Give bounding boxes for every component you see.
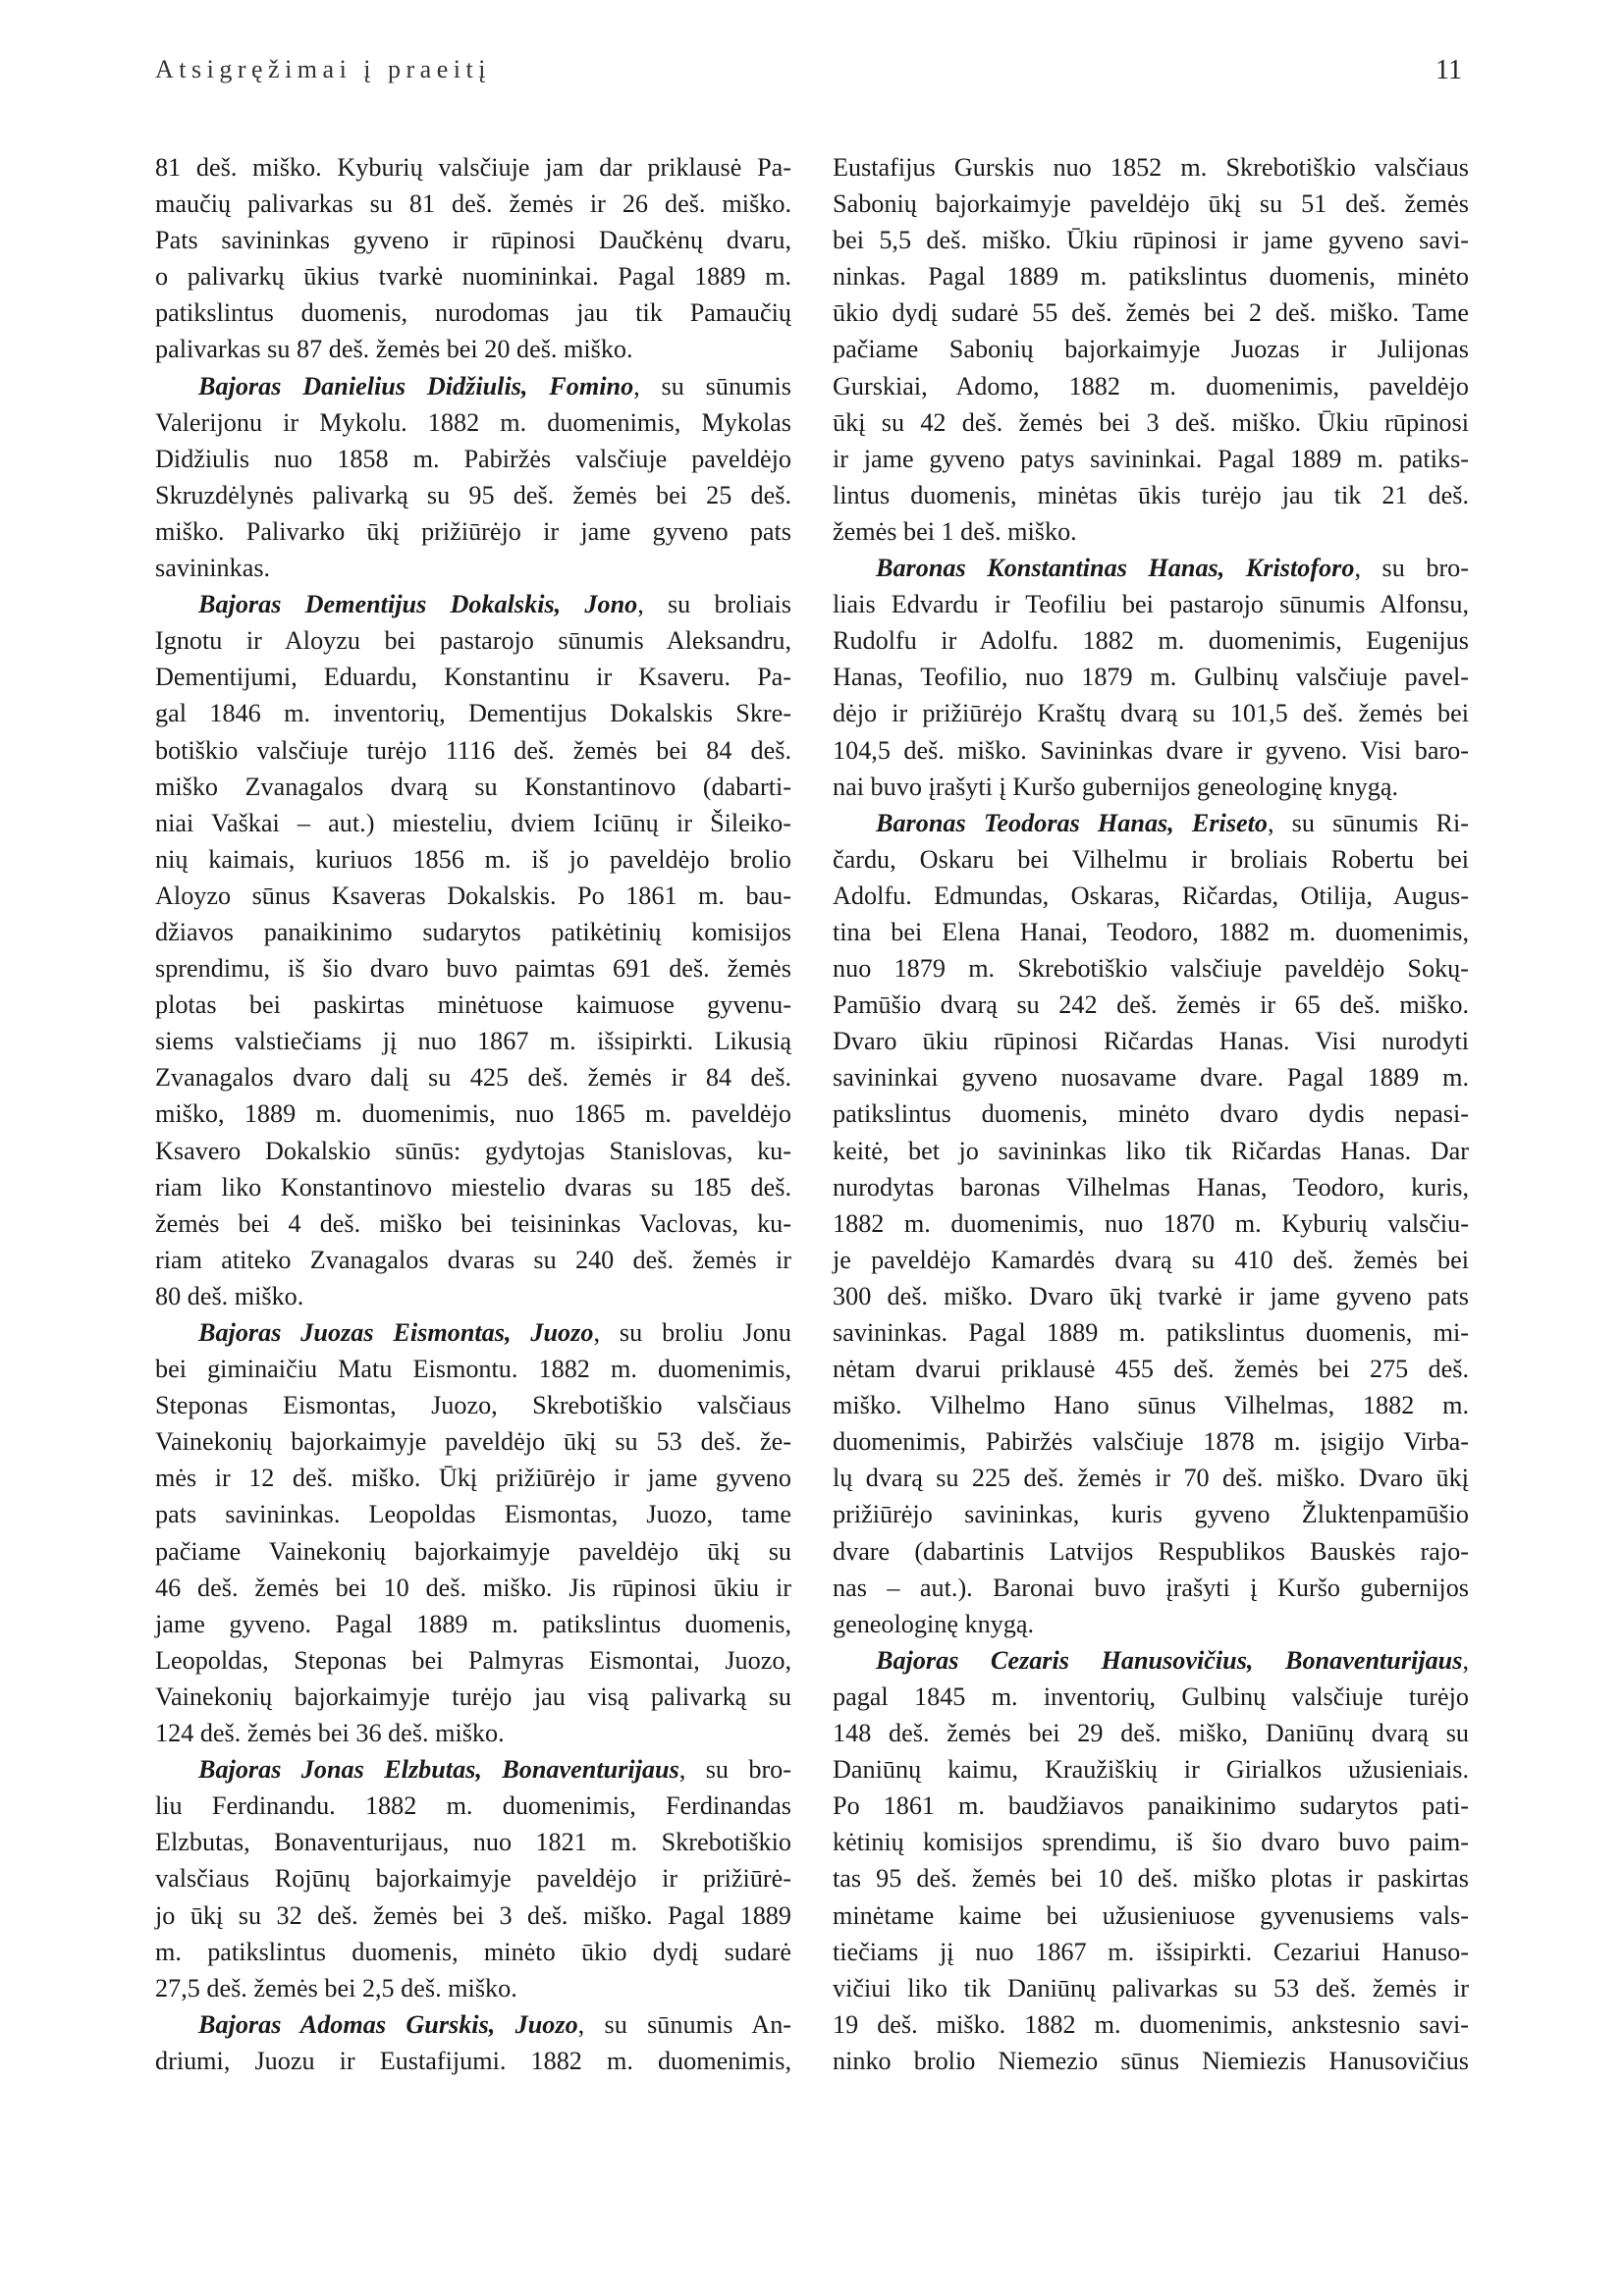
text-line — [833, 1387, 1469, 1423]
line-text: Didžiulis nuo 1858 m. Pabiržės valsčiuje paveldėjo — [155, 444, 791, 473]
line-text: o palivarkų ūkius tvarkė nuomininkai. Pagal 1889 m. — [155, 262, 791, 292]
line-text: lintus duomenis, minėtas ūkis turėjo jau tik 21 deš. — [833, 480, 1469, 509]
text-line — [833, 1169, 1469, 1205]
text-line — [155, 1715, 791, 1751]
text-line — [155, 186, 791, 222]
text-line — [155, 404, 791, 441]
text-line — [833, 2043, 1469, 2079]
line-text: patikslintus duomenis, minėto dvaro dydis nepasi- — [833, 1099, 1469, 1129]
text-line — [833, 1715, 1469, 1751]
text-line — [155, 987, 791, 1023]
line-text: keitė, bet jo savininkas liko tik Ričardas Hanas. Dar — [833, 1136, 1469, 1165]
text-line — [155, 222, 791, 258]
text-line — [833, 695, 1469, 731]
text-line — [833, 1860, 1469, 1896]
person-name: Bajoras Cezaris Hanusovičius, Bonaventurijaus — [876, 1645, 1463, 1675]
line-text: savininkas. Pagal 1889 m. patikslintus duomenis, mi- — [833, 1318, 1469, 1347]
line-text: miško. Palivarko ūkį prižiūrėjo ir jame gyveno pats — [155, 516, 791, 546]
text-line — [833, 950, 1469, 987]
text-line — [155, 1351, 791, 1387]
text-line — [833, 987, 1469, 1023]
line-text: Hanas, Teofilio, nuo 1879 m. Gulbinų valsčiuje pavel- — [833, 663, 1469, 692]
line-text: Zvanagalos dvaro dalį su 425 deš. žemės ir 84 deš. — [155, 1063, 791, 1093]
line-text: 1882 m. duomenimis, nuo 1870 m. Kyburių valsčiu- — [833, 1208, 1469, 1238]
line-text: duomenimis, Pabiržės valsčiuje 1878 m. įsigijo Virba- — [833, 1427, 1469, 1457]
paragraph-start-line — [833, 1642, 1469, 1679]
line-text: , — [1462, 1645, 1469, 1675]
line-text: 148 deš. žemės bei 29 deš. miško, Daniūnų dvarą su — [833, 1719, 1469, 1748]
text-line — [833, 1351, 1469, 1387]
text-line — [833, 1460, 1469, 1496]
text-line — [155, 1606, 791, 1642]
text-line — [833, 331, 1469, 367]
line-text: riam liko Konstantinovo miestelio dvaras su 185 deš. — [155, 1172, 791, 1201]
line-text: Vainekonių bajorkaimyje paveldėjo ūkį su 53 deš. že- — [155, 1427, 791, 1457]
text-line — [155, 1205, 791, 1242]
line-text: pačiame Sabonių bajorkaimyje Juozas ir Julijonas — [833, 335, 1469, 364]
line-text: Daniūnų kaimu, Kraužiškių ir Girialkos užusieniais. — [833, 1755, 1469, 1785]
line-text: botiškio valsčiuje turėjo 1116 deš. žemės bei 84 deš. — [155, 735, 791, 765]
line-text: dėjo ir prižiūrėjo Kraštų dvarą su 101,5 deš. žemės bei — [833, 699, 1469, 728]
line-text: Elzbutas, Bonaventurijaus, nuo 1821 m. Skrebotiškio — [155, 1828, 791, 1857]
line-text: miško, 1889 m. duomenimis, nuo 1865 m. paveldėjo — [155, 1099, 791, 1129]
line-text: gal 1846 m. inventorių, Dementijus Dokalskis Skre- — [155, 699, 791, 728]
text-line — [155, 659, 791, 695]
text-line — [833, 1606, 1469, 1642]
person-name: Bajoras Dementijus Dokalskis, Jono — [198, 590, 638, 619]
text-line — [833, 1314, 1469, 1351]
text-line — [833, 368, 1469, 404]
text-line — [833, 769, 1469, 805]
line-text: savininkai gyveno nuosavame dvare. Pagal 1889 m. — [833, 1063, 1469, 1093]
text-line — [155, 878, 791, 914]
line-text: Skruzdėlynės palivarką su 95 deš. žemės bei 25 deš. — [155, 480, 791, 509]
line-text: Aloyzo sūnus Ksaveras Dokalskis. Po 1861 m. bau- — [155, 881, 791, 910]
line-text: ūkį su 42 deš. žemės bei 3 deš. miško. Ūkiu rūpinosi — [833, 407, 1469, 437]
text-line — [833, 1242, 1469, 1278]
text-line — [155, 550, 791, 586]
line-text: nai buvo įrašyti į Kuršo gubernijos geneologinę knygą. — [833, 772, 1399, 801]
text-line — [833, 1496, 1469, 1532]
text-line — [833, 1059, 1469, 1095]
text-line — [833, 1570, 1469, 1606]
line-text: ir jame gyveno patys savininkai. Pagal 1889 m. patiks- — [833, 444, 1469, 473]
text-line — [833, 1095, 1469, 1132]
line-text: lų dvarą su 225 deš. žemės ir 70 deš. miško. Dvaro ūkį — [833, 1464, 1469, 1493]
line-text: Pamūšio dvarą su 242 deš. žemės ir 65 deš. miško. — [833, 990, 1469, 1020]
text-line — [155, 914, 791, 950]
text-line — [833, 914, 1469, 950]
text-line — [833, 1970, 1469, 2006]
line-text: žemės bei 1 deš. miško. — [833, 516, 1077, 546]
line-text: 19 deš. miško. 1882 m. duomenimis, ankstesnio savi- — [833, 2009, 1469, 2039]
line-text: liais Edvardu ir Teofiliu bei pastarojo sūnumis Alfonsu, — [833, 590, 1469, 619]
line-text: nėtam dvarui priklausė 455 deš. žemės bei 275 deš. — [833, 1355, 1469, 1384]
line-text: savininkas. — [155, 554, 271, 583]
text-line — [155, 1242, 791, 1278]
line-text: palivarkas su 87 deš. žemės bei 20 deš. miško. — [155, 335, 633, 364]
line-text: Adolfu. Edmundas, Oskaras, Ričardas, Otilija, Augus- — [833, 881, 1469, 910]
text-line — [833, 186, 1469, 222]
line-text: Pats savininkas gyveno ir rūpinosi Daučkėnų dvaru, — [155, 226, 791, 255]
line-text: , su bro- — [678, 1755, 791, 1785]
line-text: , su broliu Jonu — [593, 1318, 791, 1347]
line-text: Valerijonu ir Mykolu. 1882 m. duomenimis, Mykolas — [155, 407, 791, 437]
text-line — [155, 1496, 791, 1532]
line-text: žemės bei 4 deš. miško bei teisininkas Vaclovas, ku- — [155, 1208, 791, 1238]
line-text: plotas bei paskirtas minėtuose kaimuose gyvenu- — [155, 990, 791, 1020]
text-line — [833, 1533, 1469, 1570]
text-line — [155, 1642, 791, 1679]
person-name: Bajoras Juozas Eismontas, Juozo — [198, 1318, 594, 1347]
line-text: jo ūkį su 32 deš. žemės bei 3 deš. miško. Pagal 1889 — [155, 1900, 791, 1930]
paragraph-start-line — [155, 1751, 791, 1788]
text-line — [155, 1570, 791, 1606]
line-text: pačiame Vainekonių bajorkaimyje paveldėjo ūkį su — [155, 1536, 791, 1566]
text-line — [155, 1897, 791, 1934]
text-line — [155, 769, 791, 805]
line-text: je paveldėjo Kamardės dvarą su 410 deš. žemės bei — [833, 1245, 1469, 1274]
text-line — [833, 477, 1469, 513]
line-text: Ignotu ir Aloyzu bei pastarojo sūnumis Aleksandru, — [155, 626, 791, 656]
text-line — [155, 1059, 791, 1095]
text-line — [833, 513, 1469, 550]
text-line — [833, 586, 1469, 622]
text-line — [155, 1824, 791, 1860]
line-text: Vainekonių bajorkaimyje turėjo jau visą palivarką su — [155, 1682, 791, 1711]
line-text: 300 deš. miško. Dvaro ūkį tvarkė ir jame gyveno pats — [833, 1281, 1469, 1310]
text-line — [155, 1095, 791, 1132]
line-text: ūkio dydį sudarė 55 deš. žemės bei 2 deš. miško. Tame — [833, 298, 1469, 328]
line-text: , su sūnumis — [633, 371, 791, 400]
line-text: siems valstiečiams jį nuo 1867 m. išsipirkti. Likusią — [155, 1027, 791, 1056]
line-text: pagal 1845 m. inventorių, Gulbinų valsčiuje turėjo — [833, 1682, 1469, 1711]
line-text: Po 1861 m. baudžiavos panaikinimo sudarytos pati- — [833, 1791, 1469, 1821]
text-line — [833, 1788, 1469, 1824]
line-text: miško Zvanagalos dvarą su Konstantinovo (dabarti- — [155, 772, 791, 801]
line-text: bei 5,5 deš. miško. Ūkiu rūpinosi ir jame gyveno savi- — [833, 226, 1469, 255]
text-line — [155, 294, 791, 331]
line-text: Sabonių bajorkaimyje paveldėjo ūkį su 51 deš. žemės — [833, 189, 1469, 219]
line-text: Dvaro ūkiu rūpinosi Ričardas Hanas. Visi nurodyti — [833, 1027, 1469, 1056]
text-line — [155, 477, 791, 513]
text-line — [155, 258, 791, 294]
paragraph-start-line — [155, 368, 791, 404]
paragraph-start-line — [155, 586, 791, 622]
line-text: ninkas. Pagal 1889 m. patikslintus duomenis, minėto — [833, 262, 1469, 292]
text-line — [833, 149, 1469, 186]
line-text: driumi, Juozu ir Eustafijumi. 1882 m. duomenimis, — [155, 2046, 791, 2075]
line-text: nurodytas baronas Vilhelmas Hanas, Teodoro, kuris, — [833, 1172, 1469, 1201]
text-line — [833, 1824, 1469, 1860]
text-line — [833, 1934, 1469, 1970]
text-line — [155, 1460, 791, 1496]
text-line — [155, 622, 791, 659]
line-text: 46 deš. žemės bei 10 deš. miško. Jis rūpinosi ūkiu ir — [155, 1573, 791, 1602]
text-line — [155, 805, 791, 841]
paragraph-start-line — [155, 2006, 791, 2043]
line-text: 27,5 deš. žemės bei 2,5 deš. miško. — [155, 1973, 517, 2002]
line-text: tiečiams jį nuo 1867 m. išsipirkti. Cezariui Hanuso- — [833, 1937, 1469, 1966]
text-line — [833, 1205, 1469, 1242]
text-line — [155, 513, 791, 550]
text-column-right — [833, 149, 1469, 2079]
line-text: nuo 1879 m. Skrebotiškio valsčiuje paveldėjo Sokų- — [833, 954, 1469, 984]
line-text: jame gyveno. Pagal 1889 m. patikslintus duomenis, — [155, 1609, 791, 1638]
person-name: Bajoras Danielius Didžiulis, Fomino — [198, 371, 634, 400]
line-text: prižiūrėjo savininkas, kuris gyveno Žluktenpamūšio — [833, 1500, 1469, 1529]
line-text: 124 deš. žemės bei 36 deš. miško. — [155, 1719, 505, 1748]
text-line — [833, 659, 1469, 695]
line-text: kėtinių komisijos sprendimu, iš šio dvaro buvo paim- — [833, 1828, 1469, 1857]
text-line — [155, 1788, 791, 1824]
line-text: bei giminaičiu Matu Eismontu. 1882 m. duomenimis, — [155, 1355, 791, 1384]
line-text: liu Ferdinandu. 1882 m. duomenimis, Ferdinandas — [155, 1791, 791, 1821]
text-line — [155, 695, 791, 731]
line-text: tina bei Elena Hanai, Teodoro, 1882 m. duomenimis, — [833, 917, 1469, 946]
text-line — [155, 732, 791, 769]
text-line — [155, 1023, 791, 1059]
text-line — [155, 2043, 791, 2079]
text-line — [155, 1387, 791, 1423]
text-line — [833, 1897, 1469, 1934]
line-text: m. patikslintus duomenis, minėto ūkio dydį sudarė — [155, 1937, 791, 1966]
line-text: Leopoldas, Steponas bei Palmyras Eismontai, Juozo, — [155, 1645, 791, 1675]
running-head-title: Atsigręžimai į praeitį — [155, 55, 491, 83]
line-text: Rudolfu ir Adolfu. 1882 m. duomenimis, Eugenijus — [833, 626, 1469, 656]
line-text: 81 deš. miško. Kyburių valsčiuje jam dar priklausė Pa- — [155, 153, 791, 182]
line-text: ninko brolio Niemezio sūnus Niemiezis Hanusovičius — [833, 2046, 1469, 2075]
text-line — [155, 1278, 791, 1314]
line-text: Eustafijus Gurskis nuo 1852 m. Skrebotiškio valsčiaus — [833, 153, 1469, 182]
line-text: 104,5 deš. miško. Savininkas dvare ir gyveno. Visi baro- — [833, 735, 1469, 765]
line-text: , su sūnumis Ri- — [1268, 808, 1469, 837]
text-line — [833, 1133, 1469, 1169]
line-text: patikslintus duomenis, nurodomas jau tik Pamaučių — [155, 298, 791, 328]
text-line — [155, 441, 791, 477]
line-text: miško. Vilhelmo Hano sūnus Vilhelmas, 1882 m. — [833, 1391, 1469, 1420]
line-text: nas – aut.). Baronai buvo įrašyti į Kuršo gubernijos — [833, 1573, 1469, 1602]
line-text: mės ir 12 deš. miško. Ūkį prižiūrėjo ir jame gyveno — [155, 1464, 791, 1493]
text-line — [155, 1679, 791, 1715]
text-line — [833, 1023, 1469, 1059]
line-text: 80 deš. miško. — [155, 1281, 304, 1310]
line-text: Steponas Eismontas, Juozo, Skrebotiškio valsčiaus — [155, 1391, 791, 1420]
line-text: minėtame kaime bei užusieniuose gyvenusiems vals- — [833, 1900, 1469, 1930]
line-text: valsčiaus Rojūnų bajorkaimyje paveldėjo ir prižiūrė- — [155, 1864, 791, 1894]
person-name: Baronas Teodoras Hanas, Eriseto — [876, 808, 1269, 837]
person-name: Baronas Konstantinas Hanas, Kristoforo — [876, 554, 1355, 583]
line-text: tas 95 deš. žemės bei 10 deš. miško plotas ir paskirtas — [833, 1864, 1469, 1894]
line-text: nių kaimais, kuriuos 1856 m. iš jo paveldėjo brolio — [155, 844, 791, 874]
text-line — [155, 1169, 791, 1205]
text-column-left — [155, 149, 791, 2079]
text-line — [833, 1679, 1469, 1715]
text-line — [833, 258, 1469, 294]
text-line — [155, 1423, 791, 1460]
text-line — [155, 1934, 791, 1970]
person-name: Bajoras Jonas Elzbutas, Bonaventurijaus — [198, 1755, 679, 1785]
text-line — [833, 732, 1469, 769]
line-text: riam atiteko Zvanagalos dvaras su 240 deš. žemės ir — [155, 1245, 791, 1274]
text-line — [155, 1533, 791, 1570]
paragraph-start-line — [833, 550, 1469, 586]
text-line — [155, 950, 791, 987]
text-line — [833, 294, 1469, 331]
line-text: , su broliais — [637, 590, 791, 619]
line-text: dvare (dabartinis Latvijos Respublikos Bauskės rajo- — [833, 1536, 1469, 1566]
text-line — [155, 1133, 791, 1169]
text-line — [155, 1860, 791, 1896]
paragraph-start-line — [155, 1314, 791, 1351]
person-name: Bajoras Adomas Gurskis, Juozo — [198, 2009, 578, 2039]
text-line — [833, 404, 1469, 441]
text-line — [833, 841, 1469, 878]
text-line — [833, 2006, 1469, 2043]
line-text: , su sūnumis An- — [577, 2009, 792, 2039]
line-text: niai Vaškai – aut.) miesteliu, dviem Iciūnų ir Šileiko- — [155, 808, 791, 837]
line-text: čardu, Oskaru bei Vilhelmu ir broliais Robertu bei — [833, 844, 1469, 874]
text-line — [833, 622, 1469, 659]
text-line — [155, 841, 791, 878]
line-text: sprendimu, iš šio dvaro buvo paimtas 691 deš. žemės — [155, 954, 791, 984]
line-text: Ksavero Dokalskio sūnūs: gydytojas Stanislovas, ku- — [155, 1136, 791, 1165]
line-text: Gurskiai, Adomo, 1882 m. duomenimis, paveldėjo — [833, 371, 1469, 400]
page-number: 11 — [1435, 55, 1462, 85]
text-line — [833, 222, 1469, 258]
line-text: pats savininkas. Leopoldas Eismontas, Juozo, tame — [155, 1500, 791, 1529]
text-line — [833, 1423, 1469, 1460]
line-text: , su bro- — [1354, 554, 1469, 583]
text-line — [833, 1278, 1469, 1314]
text-line — [833, 878, 1469, 914]
line-text: geneologinę knygą. — [833, 1609, 1035, 1638]
line-text: vičiui liko tik Daniūnų palivarkas su 53 deš. žemės ir — [833, 1973, 1469, 2002]
text-line — [155, 149, 791, 186]
paragraph-start-line — [833, 805, 1469, 841]
text-line — [155, 1970, 791, 2006]
text-line — [155, 331, 791, 367]
line-text: maučių palivarkas su 81 deš. žemės ir 26 deš. miško. — [155, 189, 791, 219]
line-text: Dementijumi, Eduardu, Konstantinu ir Ksaveru. Pa- — [155, 663, 791, 692]
line-text: džiavos panaikinimo sudarytos patikėtinių komisijos — [155, 917, 791, 946]
text-line — [833, 441, 1469, 477]
text-line — [833, 1751, 1469, 1788]
